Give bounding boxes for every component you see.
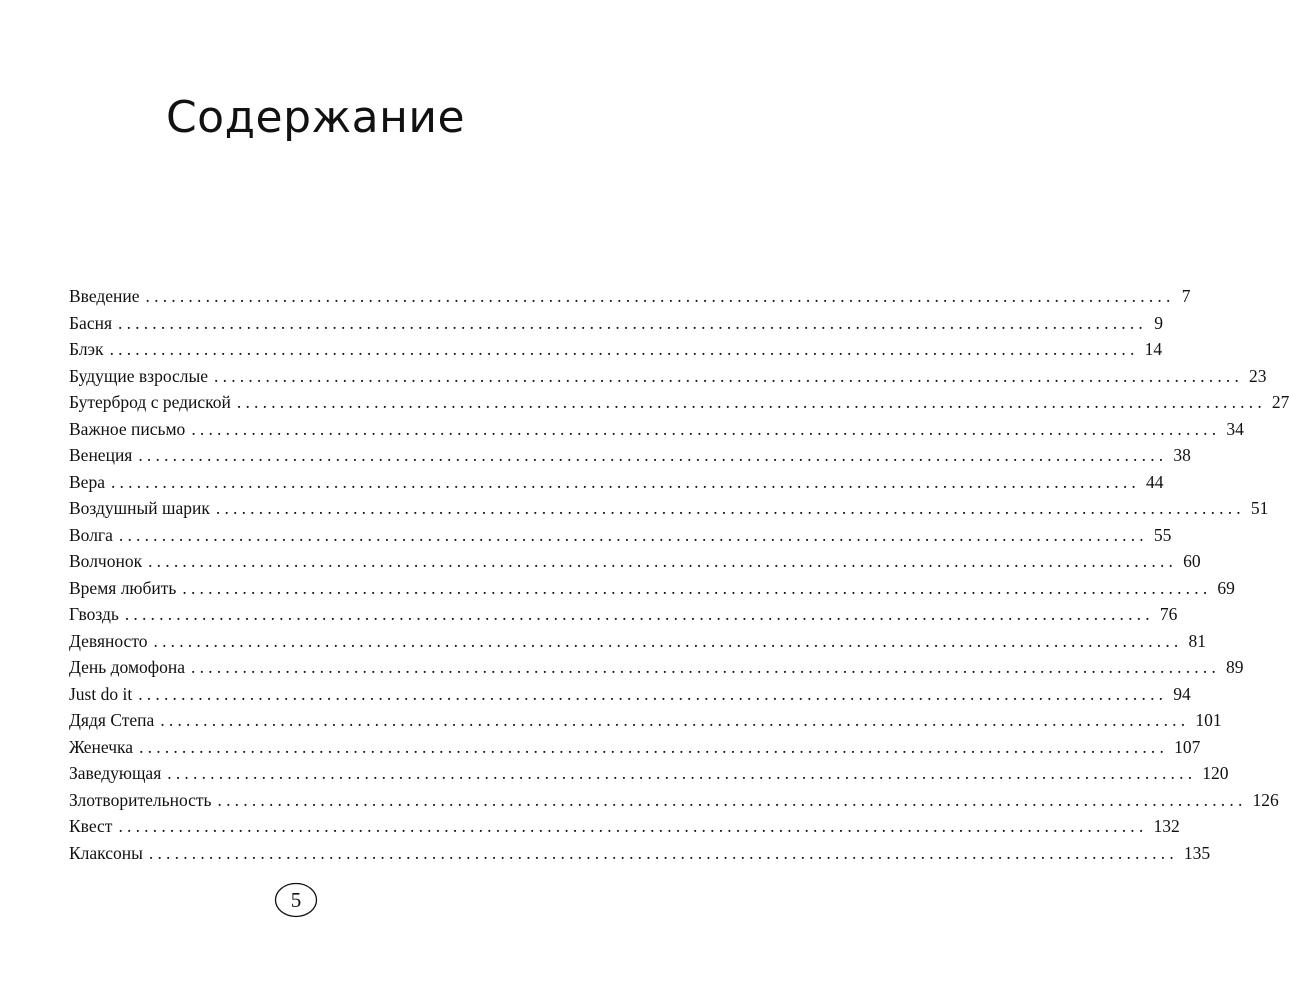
- toc-entry-page: 126: [1252, 789, 1279, 810]
- toc-entry: [69, 445, 1191, 472]
- toc-entry-title: Вера: [69, 471, 105, 492]
- toc-dot-leader: ........................................................................................................................: [215, 498, 1245, 518]
- toc-entry-page: 44: [1145, 471, 1164, 492]
- toc-entry: [69, 657, 1244, 684]
- toc-dot-leader: ........................................................................................................................: [191, 418, 1221, 439]
- toc-entry-title: Венеция: [69, 445, 133, 465]
- toc-entry-page: 23: [1249, 365, 1267, 386]
- toc-dot-leader: ........................................................................................................................: [145, 286, 1175, 306]
- toc-entry-page: 55: [1153, 524, 1172, 545]
- toc-entry-page: 135: [1183, 842, 1211, 863]
- toc-entry: [69, 710, 1222, 737]
- toc-dot-leader: ........................................................................................................................: [153, 630, 1183, 651]
- toc-entry-title: Заведующая: [69, 763, 162, 783]
- toc-entry-title: Важное письмо: [69, 418, 186, 439]
- toc-entry-page: 9: [1154, 312, 1163, 333]
- toc-dot-leader: ........................................................................................................................: [138, 683, 1168, 704]
- toc-dot-leader: ........................................................................................................................: [148, 842, 1178, 863]
- toc-entry-title: Квест: [69, 816, 113, 836]
- toc-entry-page: 107: [1174, 736, 1201, 757]
- toc-dot-leader: ........................................................................................................................: [236, 392, 1266, 412]
- toc-entry-page: 69: [1217, 577, 1235, 598]
- toc-entry-title: Злотворительность: [69, 789, 212, 810]
- toc-entry: [69, 789, 1279, 817]
- toc-entry-title: Just do it: [69, 683, 133, 704]
- toc-entry-page: 27: [1271, 392, 1289, 412]
- toc-entry-title: Клаксоны: [69, 842, 143, 863]
- toc-dot-leader: ........................................................................................................................: [118, 312, 1147, 333]
- toc-entry-page: 14: [1144, 339, 1163, 359]
- toc-dot-leader: ........................................................................................................................: [167, 763, 1197, 783]
- page-number-badge: [273, 881, 319, 919]
- toc-entry-title: Волга: [69, 524, 113, 545]
- toc-entry-title: Волчонок: [69, 551, 143, 571]
- toc-entry-title: Будущие взрослые: [69, 365, 209, 386]
- toc-dot-leader: ........................................................................................................................: [118, 524, 1148, 545]
- toc-entry: [69, 312, 1163, 340]
- toc-dot-leader: ........................................................................................................................: [214, 365, 1244, 386]
- toc-entry-page: 34: [1226, 418, 1244, 439]
- toc-entry: [69, 524, 1172, 552]
- toc-entry: [69, 418, 1244, 446]
- toc-dot-leader: ........................................................................................................................: [148, 551, 1178, 571]
- toc-entry-title: Воздушный шарик: [69, 498, 210, 518]
- table-of-contents: [69, 286, 1289, 869]
- toc-entry: [69, 842, 1211, 870]
- toc-entry-page: 7: [1181, 286, 1191, 306]
- toc-dot-leader: ........................................................................................................................: [217, 789, 1247, 810]
- page-number: 5: [290, 888, 302, 912]
- toc-entry-title: Дядя Степа: [69, 710, 155, 730]
- toc-dot-leader: ........................................................................................................................: [182, 577, 1212, 598]
- toc-entry: [69, 498, 1269, 525]
- toc-entry: [69, 604, 1178, 631]
- toc-entry-title: День домофона: [69, 657, 186, 677]
- toc-entry-title: Женечка: [69, 736, 134, 757]
- toc-entry-title: Бутерброд с редиской: [69, 392, 231, 412]
- toc-entry: [69, 816, 1180, 843]
- toc-entry-title: Девяносто: [69, 630, 148, 651]
- toc-dot-leader: ........................................................................................................................: [118, 816, 1148, 836]
- toc-entry-page: 94: [1173, 683, 1191, 704]
- toc-entry: [69, 630, 1206, 658]
- toc-entry-page: 89: [1226, 657, 1244, 677]
- toc-dot-leader: ........................................................................................................................: [160, 710, 1190, 730]
- toc-entry: [69, 763, 1229, 790]
- toc-dot-leader: ........................................................................................................................: [139, 736, 1169, 757]
- toc-entry-page: 81: [1188, 630, 1206, 651]
- toc-entry-page: 51: [1250, 498, 1269, 518]
- toc-entry: [69, 392, 1289, 419]
- toc-entry-page: 120: [1202, 763, 1229, 783]
- toc-entry: [69, 365, 1267, 393]
- toc-dot-leader: ........................................................................................................................: [138, 445, 1168, 465]
- toc-entry-title: Время любить: [69, 577, 177, 598]
- toc-dot-leader: ........................................................................................................................: [124, 604, 1154, 624]
- toc-entry-title: Басня: [69, 312, 112, 333]
- toc-entry: [69, 286, 1191, 313]
- toc-dot-leader: ........................................................................................................................: [191, 657, 1221, 677]
- toc-entry: [69, 551, 1201, 578]
- toc-entry: [69, 339, 1163, 366]
- toc-dot-leader: ........................................................................................................................: [109, 339, 1139, 359]
- toc-entry-page: 132: [1153, 816, 1180, 836]
- toc-entry-title: Введение: [69, 286, 140, 306]
- toc-entry-page: 76: [1159, 604, 1178, 624]
- toc-entry: [69, 736, 1201, 764]
- page-title: Содержание: [165, 92, 466, 143]
- toc-entry: [69, 683, 1191, 711]
- toc-entry: [69, 577, 1235, 605]
- toc-entry-page: 38: [1173, 445, 1191, 465]
- toc-entry-title: Блэк: [69, 339, 104, 359]
- toc-entry-title: Гвоздь: [69, 604, 119, 624]
- toc-entry-page: 60: [1183, 551, 1201, 571]
- toc-entry: [69, 471, 1164, 499]
- toc-dot-leader: ........................................................................................................................: [110, 471, 1140, 492]
- toc-entry-page: 101: [1195, 710, 1222, 730]
